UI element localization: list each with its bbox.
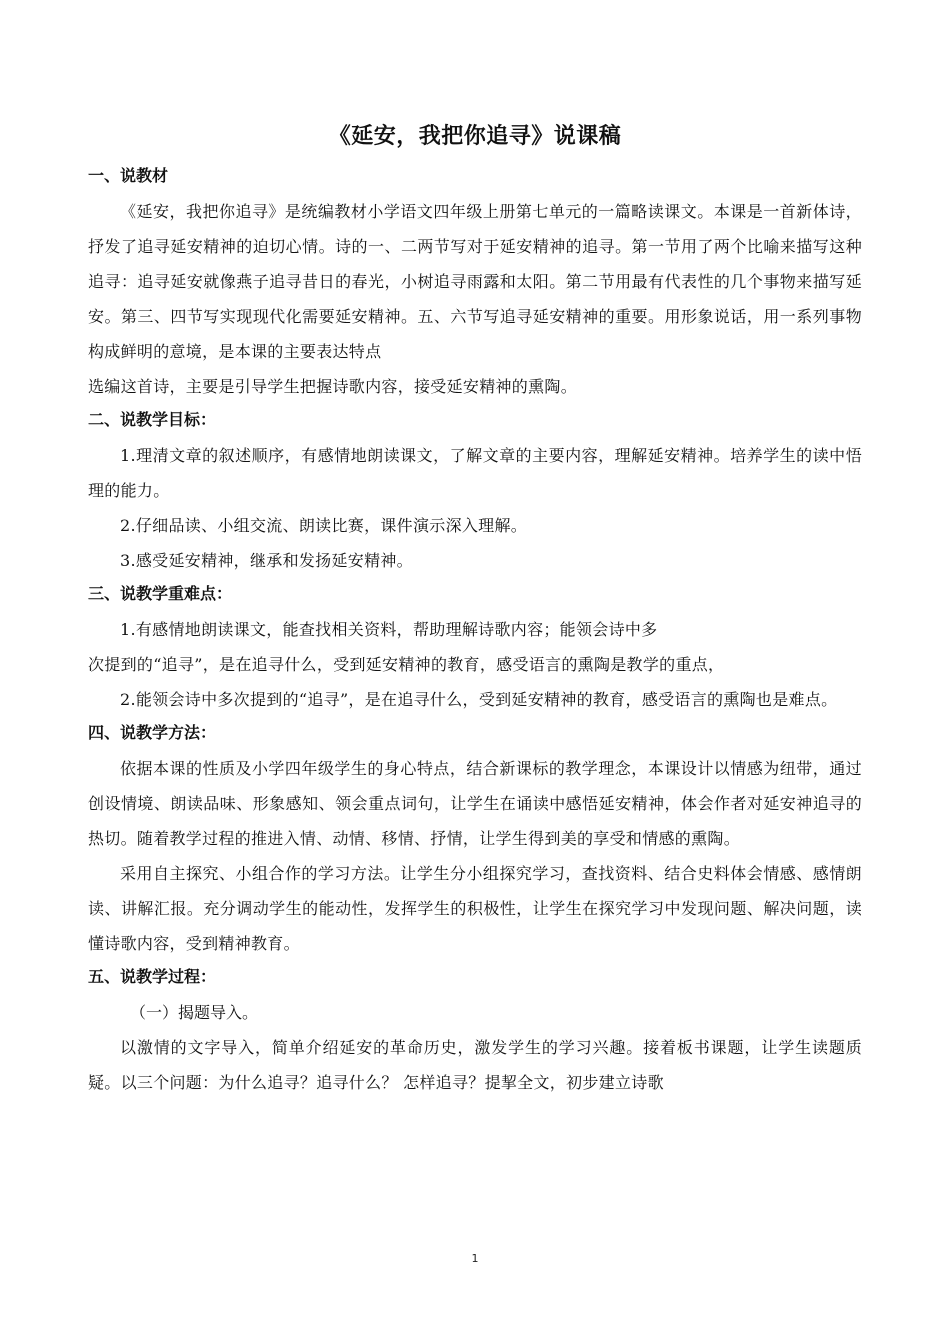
paragraph: 选编这首诗，主要是引导学生把握诗歌内容，接受延安精神的熏陶。 xyxy=(88,377,578,396)
paragraph: 采用自主探究、小组合作的学习方法。让学生分小组探究学习，查找资料、结合史料体会情感、感情朗读、讲解汇报。充分调动学生的能动性，发挥学生的积极性，让学生在探究学习中发现问题、解决问题，读懂诗歌内容，受到精神教育。 xyxy=(88,864,862,953)
paragraph: 1.理清文章的叙述顺序，有感情地朗读课文，了解文章的主要内容，理解延安精神。培养学生的读中悟理的能力。 xyxy=(88,446,862,500)
section-heading-teaching-material: 一、说教材 xyxy=(88,166,169,185)
section-heading-key-difficulties: 三、说教学重难点： xyxy=(88,584,233,603)
document-title: 《延安，我把你追寻》说课稿 xyxy=(328,124,622,149)
paragraph: 2.仔细品读、小组交流、朗读比赛，课件演示深入理解。 xyxy=(120,516,528,535)
paragraph: 1.有感情地朗读课文，能查找相关资料，帮助理解诗歌内容；能领会诗中多 xyxy=(120,620,658,639)
subheading: （一）揭题导入。 xyxy=(130,1003,259,1022)
paragraph: 《延安，我把你追寻》是统编教材小学语文四年级上册第七单元的一篇略读课文。本课是一首新体诗，抒发了追寻延安精神的迫切心情。诗的一、二两节写对于延安精神的追寻。第一节用了两个比喻来描写这种追寻：追寻延安就像燕子追寻昔日的春光，小树追寻雨露和太阳。第二节用最有代表性的几个事物来描写延安。第三、四节写实现现代化需要延安精神。五、六节写追寻延安精神的重要。用形象说话，用一系列事物构成鲜明的意境，是本课的主要表达特点 xyxy=(88,202,862,361)
paragraph: 2.能领会诗中多次提到的“追寻”，是在追寻什么，受到延安精神的教育，感受语言的熏陶也是难点。 xyxy=(120,690,838,709)
page-number: 1 xyxy=(471,1252,479,1265)
paragraph: 次提到的“追寻”，是在追寻什么，受到延安精神的教育，感受语言的熏陶是教学的重点， xyxy=(88,655,725,674)
paragraph: 3.感受延安精神，继承和发扬延安精神。 xyxy=(120,551,413,570)
document-body xyxy=(88,160,862,1100)
section-heading-teaching-methods: 四、说教学方法： xyxy=(88,723,217,742)
section-heading-teaching-objectives: 二、说教学目标： xyxy=(88,410,217,429)
paragraph: 以激情的文字导入，简单介绍延安的革命历史，激发学生的学习兴趣。接着板书课题，让学生读题质疑。以三个问题：为什么追寻？追寻什么？ 怎样追寻？提挈全文，初步建立诗歌 xyxy=(88,1038,862,1092)
section-heading-teaching-process: 五、说教学过程： xyxy=(88,967,217,986)
paragraph: 依据本课的性质及小学四年级学生的身心特点，结合新课标的教学理念，本课设计以情感为纽带，通过创设情境、朗读品味、形象感知、领会重点词句，让学生在诵读中感悟延安精神，体会作者对延安神追寻的热切。随着教学过程的推进入情、动情、移情、抒情，让学生得到美的享受和情感的熏陶。 xyxy=(88,759,862,848)
